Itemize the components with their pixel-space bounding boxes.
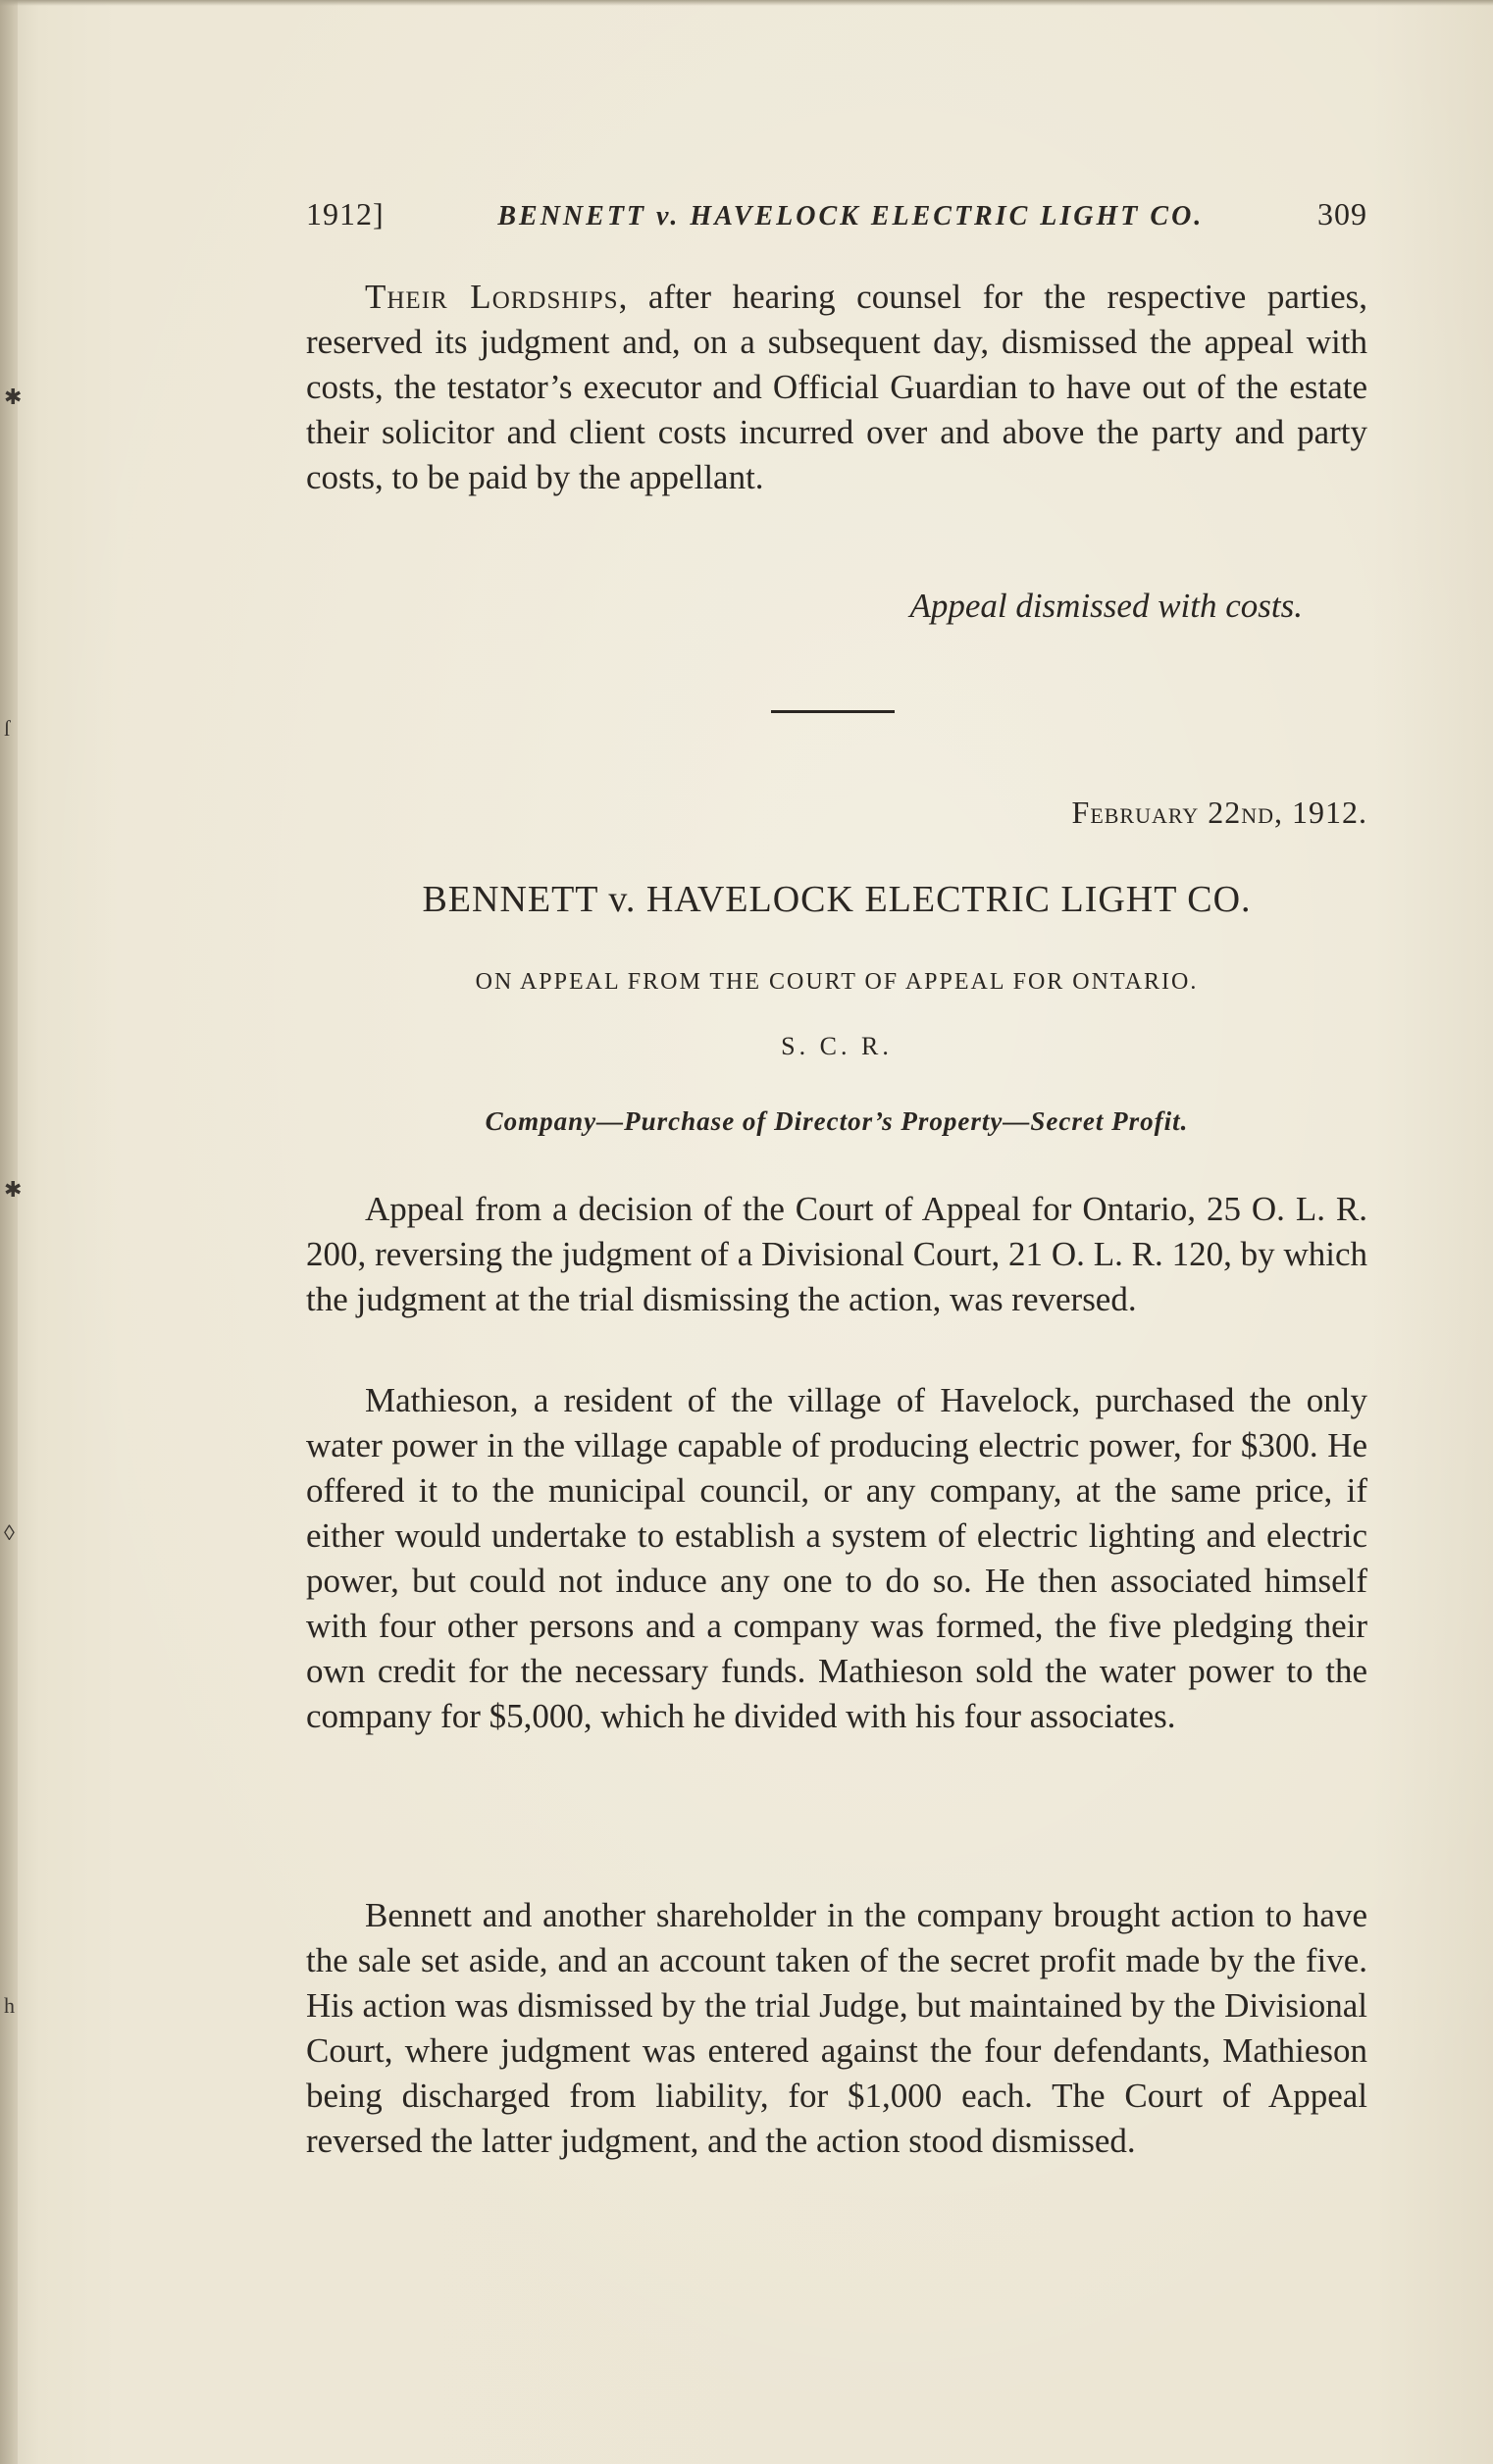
body-paragraph: Appeal from a decision of the Court of Appeal for Ontario, 25 O. L. R. 200, reversing the judgment of a Divisional Court, 21 O. L. R. 120, by which the judgment at the trial dismissing the action, was reversed. <box>306 1190 1367 1318</box>
date-year: , 1912. <box>1274 795 1367 830</box>
body-paragraph: Mathieson, a resident of the village of Havelock, purchased the only water power in the village capable of producing electric power, for $300. He offered it to the municipal council, or any company, at the same price, if either would undertake to establish a system of electric lighting and electric power, but could not induce any one to do so. He then associated himself with four other persons and a company was formed, the five pledging their own credit for the necessary funds. Mathieson sold the water power to the company for $5,000, which he divided with his four associates. <box>306 1381 1367 1735</box>
case-title: BENNETT v. HAVELOCK ELECTRIC LIGHT CO. <box>422 879 1252 920</box>
margin-mark: ✱ <box>4 385 23 409</box>
running-head <box>306 196 1367 232</box>
page-binding-edge <box>0 0 18 2464</box>
decision-date <box>306 795 1367 831</box>
body-paragraph: Bennett and another shareholder in the company brought action to have the sale set aside, and an account taken of the secret profit made by the five. His action was dismissed by the trial Judge, but maintained by the Divisional Court, where judgment was entered against the four defendants, Mathieson being discharged from liability, for $1,000 each. The Court of Appeal reversed the latter judgment, and the action stood dismissed. <box>306 1896 1367 2160</box>
margin-mark: ✱ <box>4 1177 23 1202</box>
page-number: 309 <box>1316 196 1367 231</box>
running-head-title: BENNETT v. HAVELOCK ELECTRIC LIGHT CO. <box>497 201 1205 231</box>
margin-mark: h <box>4 1993 15 2018</box>
on-appeal-line: ON APPEAL FROM THE COURT OF APPEAL FOR ONTARIO. <box>475 969 1199 995</box>
judgment-text: , after hearing counsel for the respective parties, reserved its judgment and, on a subsequent day, dismissed the appeal with costs, the testator’s executor and Official Guardian to have out of the estate their solicitor and client costs incurred over and above the party and party costs, to be paid by the appellant. <box>306 278 1367 496</box>
running-head-year: 1912] <box>306 196 385 231</box>
margin-mark: ◊ <box>4 1520 15 1545</box>
judgment-lead: Their Lordships <box>365 278 619 316</box>
page-top-edge <box>0 0 1493 6</box>
judgment-paragraph <box>306 275 1367 500</box>
date-month: February 22nd <box>1071 795 1274 830</box>
court-abbreviation: S. C. R. <box>781 1032 893 1060</box>
section-divider <box>771 710 895 713</box>
result-line: Appeal dismissed with costs. <box>909 587 1303 625</box>
headnote: Company—Purchase of Director’s Property—Secret Profit. <box>485 1106 1189 1136</box>
margin-mark: ſ <box>4 716 11 741</box>
